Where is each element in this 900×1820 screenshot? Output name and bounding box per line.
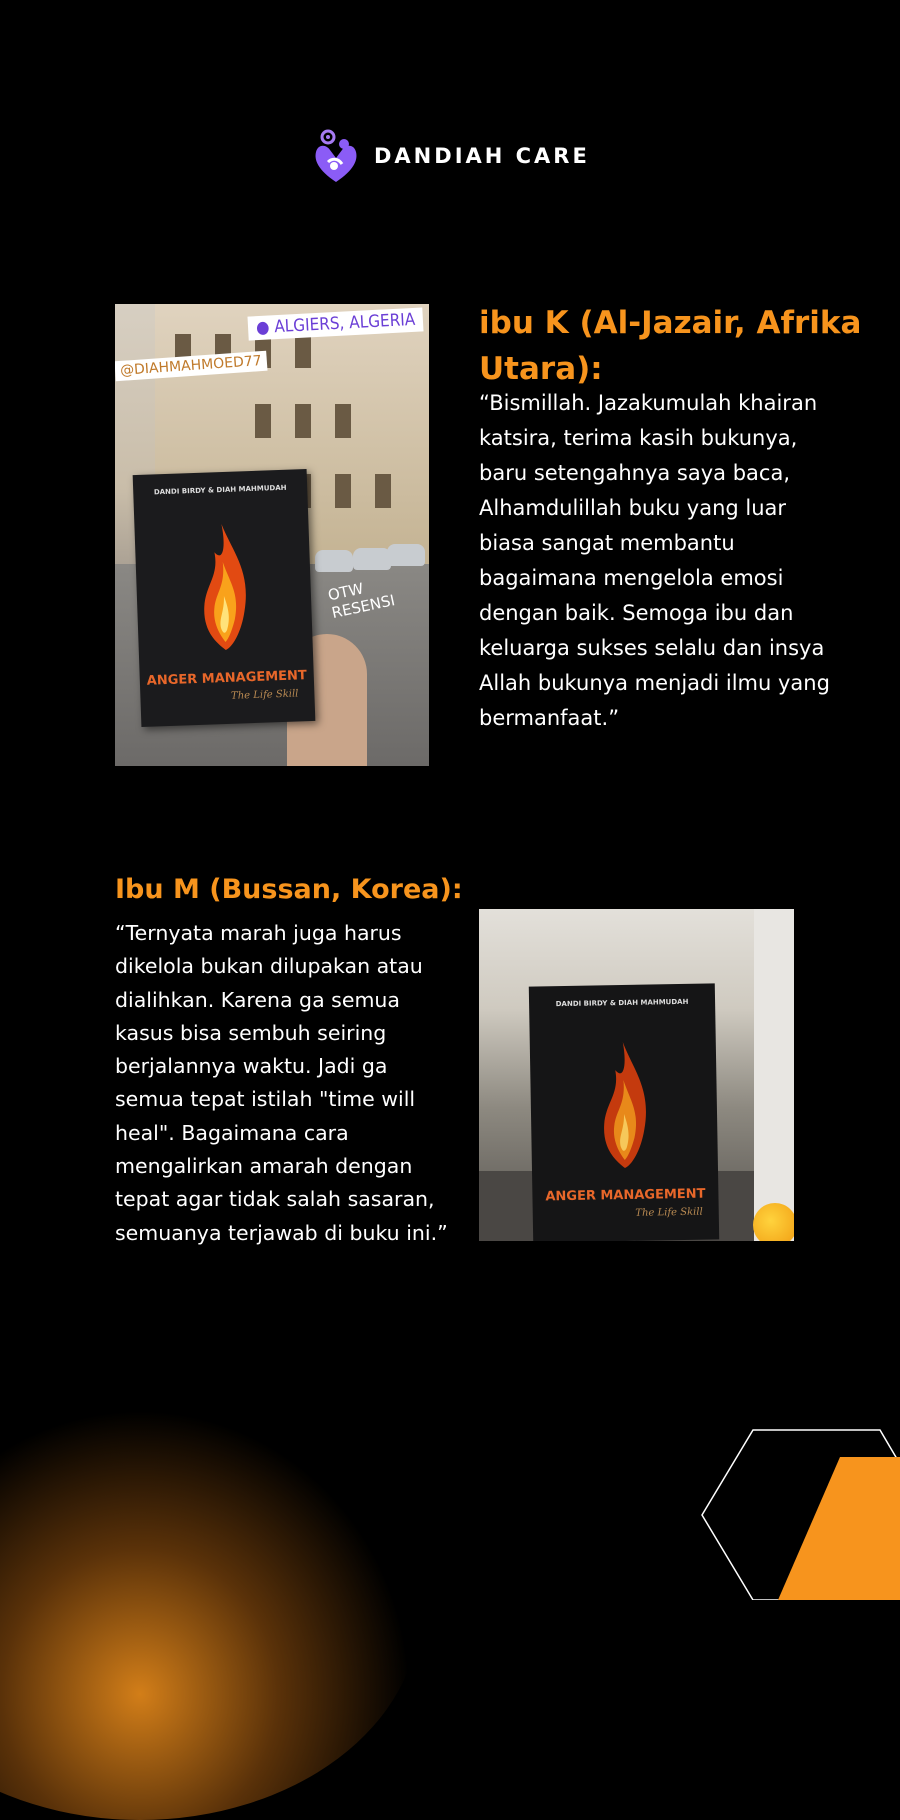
hexagon-decoration-icon (690, 1420, 900, 1600)
location-tag: ● ALGIERS, ALGERIA (247, 307, 423, 340)
car (353, 548, 391, 570)
testimonial-1-quote: “Bismillah. Jazakumulah khairan katsira, terima kasih bukunya, baru setengahnya saya baca, Alhamdulillah buku yang luar biasa sangat membantu bagaimana mengelola emosi dengan baik. Semoga ibu dan keluarga sukses selalu dan insya Allah bukunya menjadi ilmu yang bermanfaat.” (479, 391, 830, 730)
testimonial-2-quote: “Ternyata marah juga harus dikelola bukan dilupakan atau dialihkan. Karena ga semua kasus bisa sembuh seiring berjalannya waktu. Jadi ga semua tepat istilah "time will heal". Bagaimana cara mengalirkan amarah dengan tepat agar tidak salah sasaran, semuanya terjawab di buku ini.” (115, 921, 448, 1245)
flame-icon (191, 521, 256, 653)
car (315, 550, 353, 572)
book-title: ANGER MANAGEMENT (146, 668, 308, 689)
book-cover (529, 983, 719, 1241)
book-subtitle: The Life Skill (230, 688, 299, 702)
location-pin-icon: ● (255, 317, 270, 339)
book-subtitle: The Life Skill (635, 1206, 703, 1219)
orange-glow-decoration (0, 1400, 420, 1820)
yellow-ball (753, 1203, 794, 1241)
otw-resensi-sticker: OTW RESENSI (326, 579, 397, 623)
user-tag: @DIAHMAHMOED77 (115, 351, 267, 382)
brand-logo (312, 128, 590, 184)
testimonial-2-heading: Ibu M (Bussan, Korea): (115, 874, 463, 905)
book-authors: DANDI BIRDY & DIAH MAHMUDAH (153, 483, 287, 497)
flame-icon (593, 1034, 655, 1175)
testimonial-2-photo (479, 909, 794, 1241)
dandiah-care-logo-icon (312, 128, 360, 184)
testimonial-1-heading: ibu K (Al-Jazair, Afrika Utara): (479, 305, 862, 387)
testimonial-1-photo (115, 304, 429, 766)
book-authors: DANDI BIRDY & DIAH MAHMUDAH (555, 997, 689, 1009)
book-cover (133, 469, 316, 727)
book-title: ANGER MANAGEMENT (545, 1186, 706, 1205)
brand-name: DANDIAH CARE (374, 144, 590, 168)
window-frame (754, 909, 794, 1241)
car (387, 544, 425, 566)
